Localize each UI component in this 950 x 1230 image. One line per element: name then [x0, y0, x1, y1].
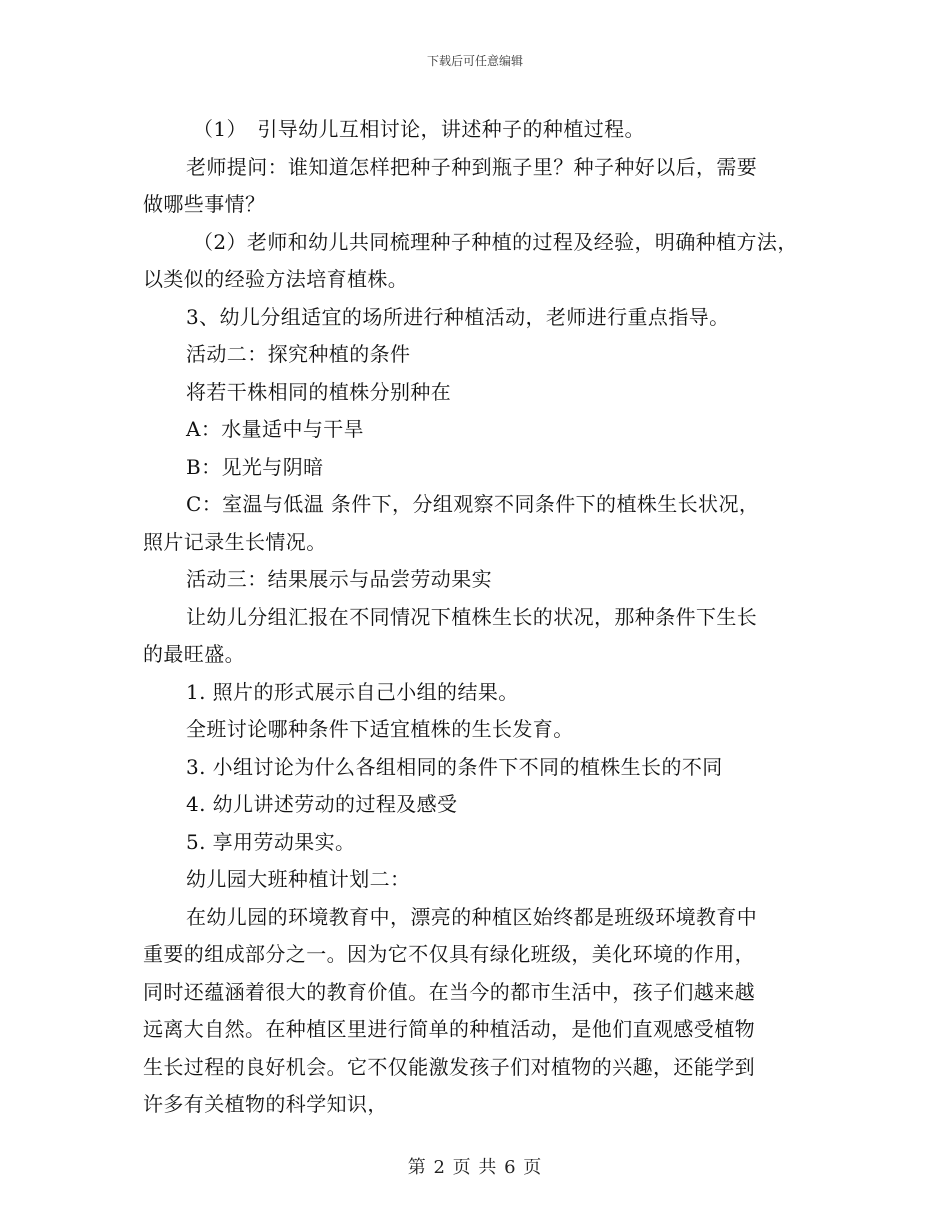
document-body	[143, 111, 815, 1124]
paragraph-line: 重要的组成部分之一。因为它不仅具有绿化班级，美化环境的作用，	[143, 942, 755, 966]
paragraph-line: 的最旺盛。	[143, 642, 245, 666]
list-item: 5. 享用劳动果实。	[186, 829, 356, 854]
section-heading: 幼儿园大班种植计划二：	[186, 867, 411, 891]
paragraph-line: 将若干株相同的植株分别种在	[186, 379, 452, 404]
paragraph-line: 许多有关植物的科学知识，	[143, 1092, 388, 1116]
list-item: 3. 小组讨论为什么各组相同的条件下不同的植株生长的不同	[186, 754, 723, 779]
paragraph-line: 生长过程的良好机会。它不仅能激发孩子们对植物的兴趣，还能学到	[143, 1054, 755, 1079]
page-header: 下载后可任意编辑	[426, 54, 523, 68]
paragraph-line: A：水量适中与干旱	[186, 417, 365, 441]
paragraph-line: 3、幼儿分组适宜的场所进行种植活动，老师进行重点指导。	[186, 304, 730, 329]
section-heading: 活动二：探究种植的条件	[186, 342, 411, 366]
paragraph-line: 做哪些事情？	[143, 192, 266, 216]
paragraph-line: 以类似的经验方法培育植株。	[143, 267, 409, 291]
paragraph-line: 照片记录生长情况。	[143, 529, 327, 554]
paragraph-line: 同时还蕴涵着很大的教育价值。在当今的都市生活中，孩子们越来越	[143, 979, 755, 1004]
page-footer: 第 2 页 共 6 页	[407, 1157, 543, 1178]
paragraph-line: C：室温与低温 条件下，分组观察不同条件下的植株生长状况，	[186, 492, 760, 516]
paragraph-line: 在幼儿园的环境教育中，漂亮的种植区始终都是班级环境教育中	[186, 904, 758, 929]
paragraph-line: （1） 引导幼儿互相讨论，讲述种子的种植过程。	[193, 117, 645, 141]
list-item: 全班讨论哪种条件下适宜植株的生长发育。	[186, 717, 574, 741]
paragraph-line: 让幼儿分组汇报在不同情况下植株生长的状况，那种条件下生长	[186, 604, 758, 629]
paragraph-line: 老师提问：谁知道怎样把种子种到瓶子里？种子种好以后，需要	[186, 154, 758, 179]
list-item: 4. 幼儿讲述劳动的过程及感受	[186, 792, 458, 816]
section-heading: 活动三：结果展示与品尝劳动果实	[186, 567, 492, 591]
list-item: 1. 照片的形式展示自己小组的结果。	[186, 679, 519, 704]
paragraph-line: B：见光与阴暗	[186, 454, 324, 479]
paragraph-line: 远离大自然。在种植区里进行简单的种植活动，是他们直观感受植物	[143, 1017, 755, 1041]
paragraph-line: （2）老师和幼儿共同梳理种子种植的过程及经验，明确种植方法，	[193, 229, 798, 254]
